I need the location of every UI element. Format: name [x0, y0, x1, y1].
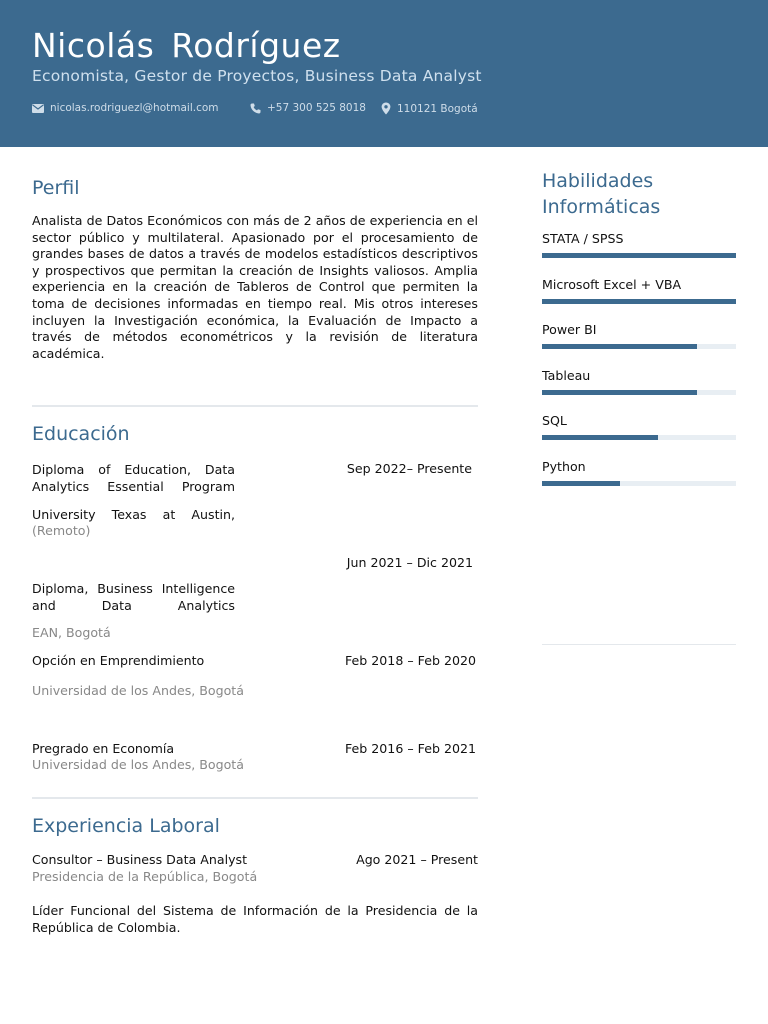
section-divider [32, 405, 478, 407]
skill-label: STATA / SPSS [542, 231, 624, 246]
education-note: (Remoto) [32, 523, 91, 538]
location-text: 110121 Bogotá [397, 102, 478, 115]
sidebar-divider [542, 644, 736, 645]
skill-bar [542, 253, 736, 258]
job-titles: Economista, Gestor de Proyectos, Business Data Analyst [32, 67, 482, 85]
skill-bar [542, 344, 736, 349]
education-institution: EAN, Bogotá [32, 625, 111, 640]
education-date: Sep 2022– Presente [346, 461, 472, 476]
section-title-perfil: Perfil [32, 177, 80, 199]
education-degree: Pregrado en Economía [32, 741, 175, 756]
education-institution: University Texas at Austin, [32, 507, 235, 522]
envelope-icon [32, 104, 44, 113]
skill-label: Microsoft Excel + VBA [542, 277, 682, 292]
education-date: Jun 2021 – Dic 2021 [346, 555, 473, 570]
skill-bar-fill [542, 253, 736, 258]
skill-bar [542, 390, 736, 395]
education-date: Feb 2016 – Feb 2021 [344, 741, 476, 756]
perfil-text: Analista de Datos Económicos con más de 2 años de experiencia en el sector público y multilateral. Apasionado por el procesamiento de grandes bases de datos a través de modelos estadísticos descriptivos y prospectivos que permitan la creación de Insights valiosos. Amplia experiencia en la creación de Tableros de Control que permiten la toma de decisiones informadas en tiempo real. Mis otros intereses incluyen la Investigación económica, la Evaluación de Impacto a través de métodos econométricos y la revisión de literatura académica. [32, 213, 478, 361]
phone-text: +57 300 525 8018 [267, 102, 366, 114]
skill-bar-fill [542, 344, 697, 349]
email-text: nicolas.rodriguezl@hotmail.com [50, 102, 219, 114]
job-role: Consultor – Business Data Analyst [32, 852, 248, 867]
section-divider [32, 797, 478, 799]
skill-bar-fill [542, 390, 697, 395]
contact-location [381, 102, 478, 115]
contact-email[interactable] [32, 102, 219, 114]
contact-phone[interactable] [250, 102, 366, 114]
skill-label: Tableau [542, 368, 591, 383]
skill-label: SQL [542, 413, 567, 428]
header-banner [0, 0, 768, 147]
job-date: Ago 2021 – Present [356, 852, 478, 867]
education-degree: Diploma of Education, Data Analytics Essential Program [32, 462, 235, 494]
job-organization: Presidencia de la República, Bogotá [32, 869, 258, 884]
skill-bar-fill [542, 299, 736, 304]
skill-bar [542, 299, 736, 304]
skill-bar-fill [542, 481, 620, 486]
skill-bar-fill [542, 435, 658, 440]
education-date: Feb 2018 – Feb 2020 [344, 653, 476, 668]
section-title-educacion: Educación [32, 423, 130, 445]
section-title-experiencia: Experiencia Laboral [32, 815, 220, 837]
skill-bar [542, 481, 736, 486]
job-description: Líder Funcional del Sistema de Información de la Presidencia de la República de Colombia. [32, 903, 478, 935]
education-degree: Diploma, Business Intelligence and Data Analytics [32, 581, 235, 613]
skill-label: Python [542, 459, 586, 474]
education-degree: Opción en Emprendimiento [32, 653, 205, 668]
map-pin-icon [381, 102, 391, 115]
skill-bar [542, 435, 736, 440]
education-institution: Universidad de los Andes, Bogotá [32, 757, 244, 772]
person-name: Nicolás Rodríguez [32, 26, 341, 65]
phone-icon [250, 103, 261, 114]
education-institution: Universidad de los Andes, Bogotá [32, 683, 244, 698]
section-title-skills: Habilidades Informáticas [542, 170, 661, 218]
skill-label: Power BI [542, 322, 597, 337]
